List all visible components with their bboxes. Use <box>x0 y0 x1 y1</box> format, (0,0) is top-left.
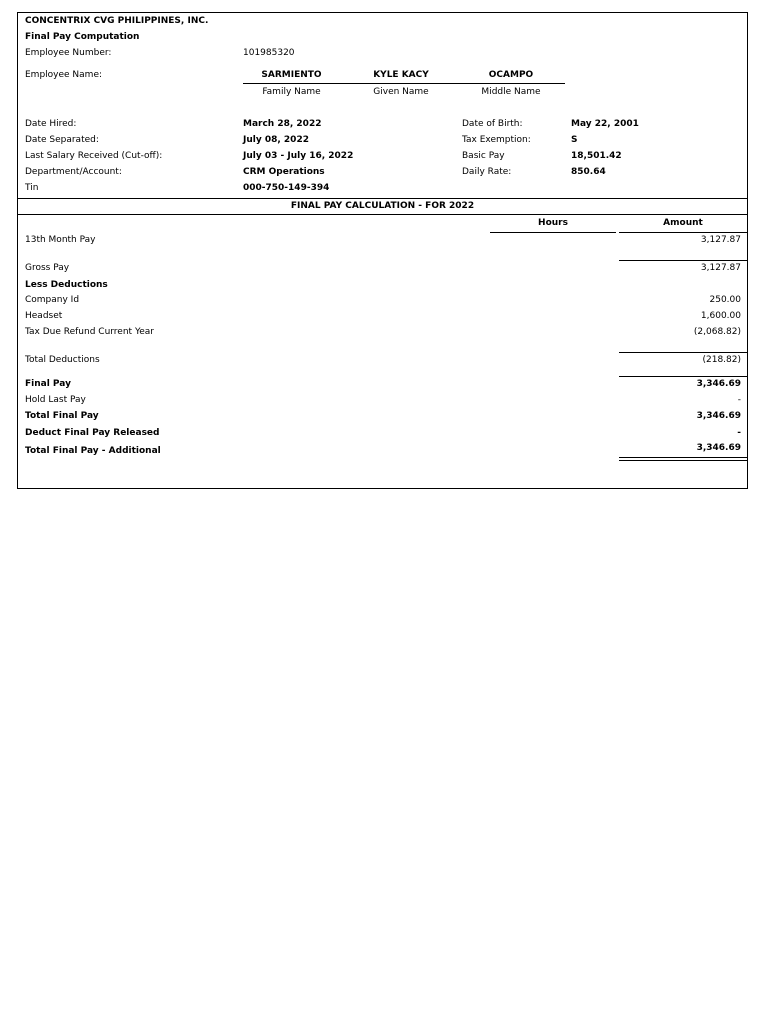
date-hired-label: Date Hired: <box>25 119 77 129</box>
tax-exemption-label: Tax Exemption: <box>462 135 531 145</box>
deduct-final-pay-released-label: Deduct Final Pay Released <box>25 428 160 438</box>
given-name: KYLE KACY <box>373 70 429 80</box>
double-underline-top <box>619 457 747 458</box>
thirteenth-month-label: 13th Month Pay <box>25 235 96 245</box>
final-pay-label: Final Pay <box>25 379 71 389</box>
last-salary-label: Last Salary Received (Cut-off): <box>25 151 163 161</box>
final-pay-value: 3,346.69 <box>696 379 741 389</box>
basic-pay-label: Basic Pay <box>462 151 505 161</box>
gross-pay-rule <box>619 260 747 261</box>
employee-name-label: Employee Name: <box>25 70 103 80</box>
middle-name: OCAMPO <box>488 70 534 80</box>
deduction-label: Headset <box>25 311 63 321</box>
total-final-pay-value: 3,346.69 <box>696 411 741 421</box>
final-pay-rule <box>619 376 747 377</box>
deduction-value: 1,600.00 <box>700 311 741 321</box>
calculation-title-underline <box>18 214 747 215</box>
deduction-value: (2,068.82) <box>693 327 741 337</box>
employee-number-value: 101985320 <box>243 48 295 58</box>
total-final-pay-label: Total Final Pay <box>25 411 99 421</box>
amount-header: Amount <box>663 218 703 228</box>
deduction-value: 250.00 <box>709 295 741 305</box>
given-name-caption: Given Name <box>373 87 429 97</box>
tin-value: 000-750-149-394 <box>243 183 330 193</box>
amount-header-underline <box>619 232 747 233</box>
family-name-caption: Family Name <box>262 87 321 97</box>
basic-pay-value: 18,501.42 <box>571 151 622 161</box>
calculation-title: FINAL PAY CALCULATION - FOR 2022 <box>290 201 475 211</box>
hold-last-pay-label: Hold Last Pay <box>25 395 86 405</box>
department-label: Department/Account: <box>25 167 122 177</box>
date-hired-value: March 28, 2022 <box>243 119 322 129</box>
department-value: CRM Operations <box>243 167 325 177</box>
hours-header: Hours <box>538 218 568 228</box>
daily-rate-label: Daily Rate: <box>462 167 512 177</box>
total-deductions-value: (218.82) <box>702 355 741 365</box>
less-deductions-heading: Less Deductions <box>25 280 108 290</box>
name-underline <box>243 83 565 84</box>
gross-pay-label: Gross Pay <box>25 263 70 273</box>
last-salary-value: July 03 - July 16, 2022 <box>243 151 354 161</box>
family-name: SARMIENTO <box>261 70 322 80</box>
double-underline-bottom <box>619 460 747 461</box>
date-separated-value: July 08, 2022 <box>243 135 309 145</box>
date-of-birth-label: Date of Birth: <box>462 119 523 129</box>
total-final-pay-additional-value: 3,346.69 <box>696 443 741 453</box>
middle-name-caption: Middle Name <box>481 87 541 97</box>
total-deductions-label: Total Deductions <box>25 355 100 365</box>
deduct-final-pay-released-value: - <box>737 428 741 438</box>
total-deductions-rule <box>619 352 747 353</box>
section-divider <box>18 198 747 199</box>
deduction-label: Company Id <box>25 295 80 305</box>
deduction-label: Tax Due Refund Current Year <box>25 327 154 337</box>
date-of-birth-value: May 22, 2001 <box>571 119 639 129</box>
date-separated-label: Date Separated: <box>25 135 99 145</box>
daily-rate-value: 850.64 <box>571 167 606 177</box>
hold-last-pay-value: - <box>737 395 741 405</box>
final-pay-document <box>17 12 748 489</box>
employee-number-label: Employee Number: <box>25 48 112 58</box>
tax-exemption-value: S <box>571 135 578 145</box>
document-title: Final Pay Computation <box>25 32 140 42</box>
hours-header-underline <box>490 232 616 233</box>
total-final-pay-additional-label: Total Final Pay - Additional <box>25 446 161 456</box>
thirteenth-month-value: 3,127.87 <box>700 235 741 245</box>
gross-pay-value: 3,127.87 <box>700 263 741 273</box>
tin-label: Tin <box>25 183 39 193</box>
company-name: CONCENTRIX CVG PHILIPPINES, INC. <box>25 16 209 26</box>
